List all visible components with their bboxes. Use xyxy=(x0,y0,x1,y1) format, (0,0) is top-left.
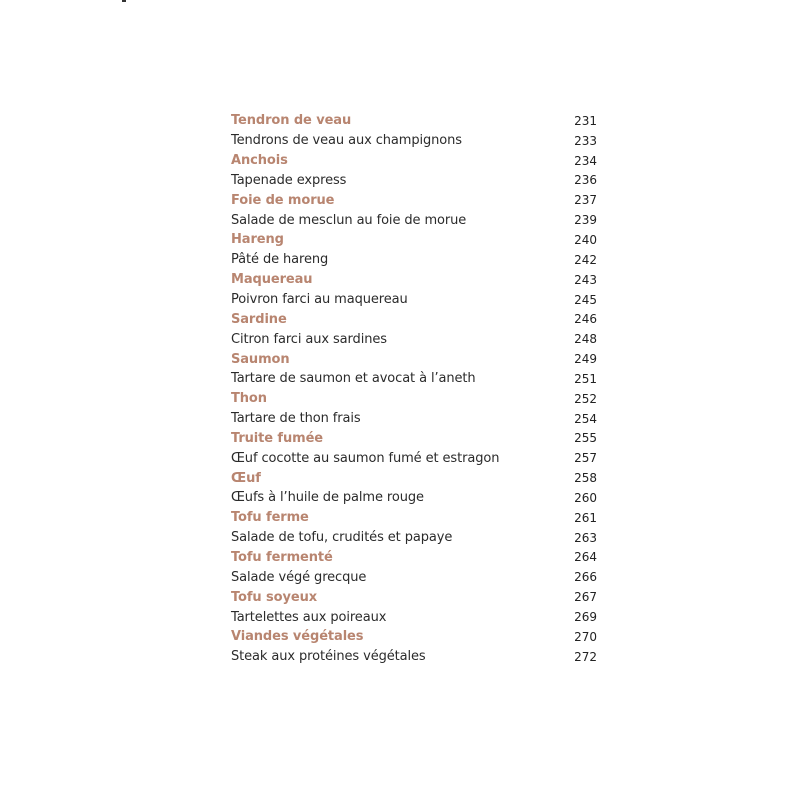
toc-section-heading xyxy=(231,349,597,369)
page-number: 242 xyxy=(574,252,597,267)
toc-section-heading xyxy=(231,309,597,329)
page-number: 251 xyxy=(574,371,597,386)
page-number: 258 xyxy=(574,471,597,486)
toc-recipe-entry xyxy=(231,171,597,191)
section-title: Tofu soyeux xyxy=(231,589,318,605)
toc-recipe-entry xyxy=(231,409,597,429)
section-title: Truite fumée xyxy=(231,430,324,446)
page-number: 272 xyxy=(574,649,597,664)
section-title: Anchois xyxy=(231,153,288,169)
recipe-title: Salade de mesclun au foie de morue xyxy=(231,212,467,228)
page-number: 260 xyxy=(574,490,597,505)
corner-mark xyxy=(122,0,126,2)
section-title: Viandes végétales xyxy=(231,629,364,645)
toc-section-heading xyxy=(231,587,597,607)
page-number: 254 xyxy=(574,411,597,426)
section-title: Saumon xyxy=(231,351,290,367)
page-number: 257 xyxy=(574,451,597,466)
toc-section-heading xyxy=(231,190,597,210)
page-number: 269 xyxy=(574,610,597,625)
page-number: 239 xyxy=(574,213,597,228)
page-number: 236 xyxy=(574,173,597,188)
page-number: 263 xyxy=(574,530,597,545)
page-number: 234 xyxy=(574,153,597,168)
toc-recipe-entry xyxy=(231,329,597,349)
recipe-title: Pâté de hareng xyxy=(231,252,329,268)
toc-section-heading xyxy=(231,151,597,171)
toc-section-heading xyxy=(231,548,597,568)
toc-recipe-entry xyxy=(231,131,597,151)
page-number: 270 xyxy=(574,629,597,644)
toc-section-heading xyxy=(231,627,597,647)
toc-section-heading xyxy=(231,429,597,449)
section-title: Maquereau xyxy=(231,272,313,288)
page-number: 231 xyxy=(574,113,597,128)
recipe-title: Tapenade express xyxy=(231,172,347,188)
section-title: Hareng xyxy=(231,232,284,248)
page-number: 246 xyxy=(574,312,597,327)
recipe-title: Tartelettes aux poireaux xyxy=(231,609,387,625)
toc-recipe-entry xyxy=(231,567,597,587)
page-number: 245 xyxy=(574,292,597,307)
toc-recipe-entry xyxy=(231,607,597,627)
toc-recipe-entry xyxy=(231,210,597,230)
section-title: Sardine xyxy=(231,311,287,327)
toc-section-heading xyxy=(231,111,597,131)
toc-section-heading xyxy=(231,389,597,409)
recipe-title: Œufs à l’huile de palme rouge xyxy=(231,490,424,506)
recipe-title: Tartare de saumon et avocat à l’aneth xyxy=(231,371,476,387)
toc-recipe-entry xyxy=(231,647,597,667)
section-title: Tofu fermenté xyxy=(231,549,333,565)
toc-section-heading xyxy=(231,468,597,488)
page-number: 233 xyxy=(574,133,597,148)
toc-recipe-entry xyxy=(231,369,597,389)
toc-section-heading xyxy=(231,508,597,528)
page-number: 237 xyxy=(574,193,597,208)
toc-section-heading xyxy=(231,230,597,250)
recipe-title: Steak aux protéines végétales xyxy=(231,649,426,665)
section-title: Œuf xyxy=(231,470,261,486)
recipe-title: Citron farci aux sardines xyxy=(231,331,387,347)
toc-recipe-entry xyxy=(231,290,597,310)
page-number: 267 xyxy=(574,590,597,605)
recipe-title: Poivron farci au maquereau xyxy=(231,292,408,308)
table-of-contents xyxy=(231,111,597,667)
page-number: 266 xyxy=(574,570,597,585)
toc-section-heading xyxy=(231,270,597,290)
section-title: Tendron de veau xyxy=(231,113,352,129)
recipe-title: Tendrons de veau aux champignons xyxy=(231,133,462,149)
page-number: 243 xyxy=(574,272,597,287)
section-title: Foie de morue xyxy=(231,192,335,208)
section-title: Thon xyxy=(231,391,267,407)
page-number: 264 xyxy=(574,550,597,565)
toc-recipe-entry xyxy=(231,528,597,548)
recipe-title: Salade de tofu, crudités et papaye xyxy=(231,530,453,546)
page-number: 261 xyxy=(574,510,597,525)
toc-recipe-entry xyxy=(231,448,597,468)
toc-recipe-entry xyxy=(231,250,597,270)
recipe-title: Œuf cocotte au saumon fumé et estragon xyxy=(231,450,500,466)
page-number: 249 xyxy=(574,352,597,367)
toc-recipe-entry xyxy=(231,488,597,508)
page-number: 240 xyxy=(574,232,597,247)
page-number: 255 xyxy=(574,431,597,446)
page-number: 252 xyxy=(574,391,597,406)
recipe-title: Salade végé grecque xyxy=(231,569,367,585)
section-title: Tofu ferme xyxy=(231,510,309,526)
page-number: 248 xyxy=(574,332,597,347)
recipe-title: Tartare de thon frais xyxy=(231,411,361,427)
